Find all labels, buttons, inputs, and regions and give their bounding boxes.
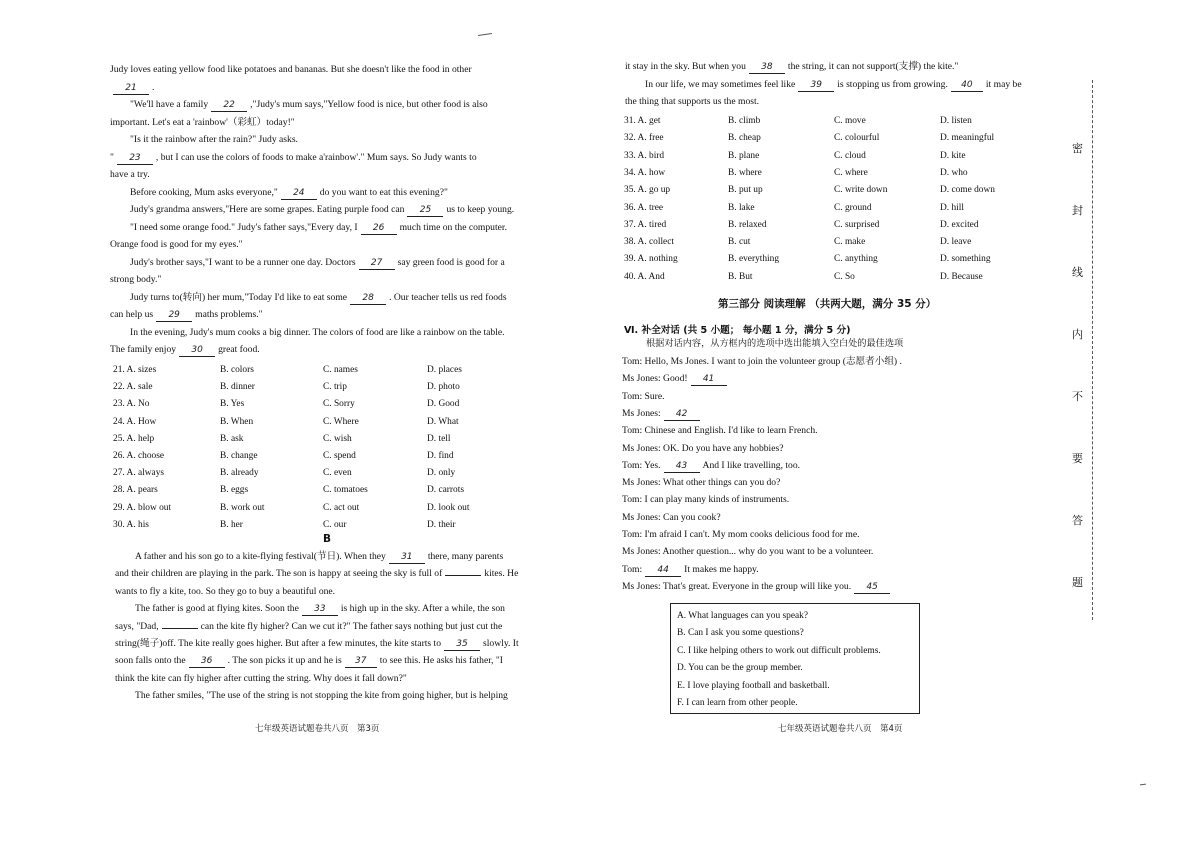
line-text: important. Let's eat a 'rainbow'（彩虹）today!" (110, 116, 295, 128)
line-text: slowly. It (483, 638, 519, 649)
seal-char: 内 (1072, 328, 1083, 341)
dialogue-line (622, 529, 860, 541)
section6-instructions: 根据对话内容，从方框内的选项中选出能填入空白处的最佳选项 (646, 338, 904, 349)
option-a: 23. A. No (113, 399, 150, 410)
line-text: can the kite fly higher? Can we cut it?" The father says nothing but just cut the (200, 620, 503, 632)
passage-a-line (110, 134, 298, 146)
option-a: 24. A. How (113, 416, 157, 427)
line-text: do you want to eat this evening?" (319, 186, 448, 198)
option-a: D. tell (427, 433, 451, 444)
option-a: C. our (323, 519, 347, 530)
section6-title: Ⅵ. 补全对话 (共 5 小题； 每小题 1 分，满分 5 分) (624, 325, 851, 336)
option-b: 32. A. free (624, 133, 664, 144)
option-a: B. work out (220, 502, 265, 513)
scan-mark (478, 33, 492, 36)
dialogue-line (622, 443, 783, 455)
line-text: it stay in the sky. But when you (625, 61, 746, 72)
option-a: B. eggs (220, 485, 249, 496)
line-text: to see this. He asks his father, "I (379, 655, 503, 667)
option-a: D. look out (427, 502, 470, 513)
answer-blank: 23 (117, 152, 153, 165)
passage-a-line (110, 82, 154, 95)
option-a: B. colors (220, 365, 254, 375)
choice-option: D. You can be the group member. (677, 663, 803, 674)
line-text: Judy's grandma answers,"Here are some grapes. Eating purple food can (130, 204, 405, 215)
passage-b-line (115, 673, 407, 685)
line-text: strong body." (110, 274, 162, 285)
passage-a-line (110, 239, 243, 251)
answer-blank (162, 628, 198, 629)
dialogue-line (622, 460, 800, 473)
line-text: " (110, 151, 114, 163)
option-b: 38. A. collect (624, 237, 674, 248)
option-a: C. Where (323, 416, 359, 427)
option-b: B. lake (728, 202, 755, 213)
answer-blank: 21 (113, 82, 149, 95)
option-b: D. hill (940, 202, 964, 213)
dialogue-line (622, 477, 780, 489)
seal-char: 要 (1072, 452, 1083, 465)
dialogue-line (622, 356, 902, 368)
option-b: D. something (940, 254, 991, 265)
line-text: soon falls onto the (115, 655, 186, 667)
line-text: Tom: Hello, Ms Jones. I want to join the volunteer group (志愿者小组) . (622, 356, 902, 367)
passage-b-line (115, 586, 335, 598)
seal-line (1092, 80, 1095, 620)
option-a: C. names (323, 365, 358, 375)
line-text: Tom: I can play many kinds of instruments. (622, 494, 790, 506)
option-a: C. wish (323, 433, 352, 444)
seal-char: 密 (1072, 142, 1083, 155)
line-text: think the kite can fly higher after cutting the string. Why does it fall down?" (115, 672, 407, 684)
line-text: Ms Jones: OK. Do you have any hobbies? (622, 442, 784, 454)
line-text: It makes me happy. (684, 563, 759, 575)
passage-b-line (115, 621, 502, 633)
line-text: Ms Jones: Good! (622, 373, 688, 385)
option-a: 27. A. always (113, 468, 165, 479)
option-b: B. cheap (728, 133, 761, 144)
option-b: B. But (728, 271, 753, 282)
line-text: A father and his son go to a kite-flying festival(节日). When they (135, 551, 386, 562)
option-a: B. ask (220, 433, 244, 444)
option-a: D. photo (427, 382, 460, 393)
passage-a-line (110, 344, 260, 357)
answer-blank: 40 (951, 79, 983, 92)
option-a: C. act out (323, 502, 360, 513)
option-a: D. carrots (427, 485, 464, 496)
answer-blank: 29 (156, 309, 192, 322)
passage-a-line (110, 117, 295, 129)
answer-blank: 44 (645, 564, 681, 577)
passage-a-line (110, 327, 505, 339)
seal-char: 封 (1072, 204, 1083, 217)
line-text: Tom: Sure. (622, 390, 665, 402)
passage-a-line (110, 257, 505, 270)
passage-a-line (110, 169, 150, 181)
passage-a-line (110, 187, 448, 200)
dialogue-line (622, 512, 721, 524)
seal-char: 不 (1072, 390, 1083, 403)
line-text: "I need some orange food." Judy's father says,"Every day, I (130, 221, 358, 233)
option-b: 40. A. And (624, 271, 665, 282)
passage-a-line (110, 152, 477, 165)
line-text: In our life, we may sometimes feel like (645, 78, 796, 90)
option-b: 39. A. nothing (624, 254, 678, 265)
line-text: it may be (985, 78, 1022, 90)
answer-blank: 31 (389, 551, 425, 564)
option-b: C. where (834, 167, 868, 178)
line-text: Judy turns to(转向) her mum,"Today I'd like to eat some (130, 291, 348, 303)
line-text: the string, it can not support(支撑) the kite." (787, 61, 959, 72)
passage-b-line (115, 655, 503, 668)
answer-blank: 30 (179, 344, 215, 357)
option-b: C. cloud (834, 150, 866, 161)
line-text: maths problems." (195, 309, 263, 320)
line-text: Judy loves eating yellow food like potatoes and bananas. But she doesn't like the food in other (110, 64, 472, 75)
option-a: 22. A. sale (113, 382, 153, 393)
seal-char: 题 (1072, 576, 1083, 589)
option-a: B. change (220, 451, 258, 461)
option-a: C. spend (323, 451, 356, 461)
line-text: Ms Jones: Another question... why do you want to be a volunteer. (622, 546, 874, 558)
dialogue-line (622, 546, 873, 558)
line-text: Ms Jones: That's great. Everyone in the group will like you. (622, 580, 852, 592)
line-text: And I like travelling, too. (702, 459, 801, 471)
option-b: B. plane (728, 150, 760, 161)
passage-b-cont-line (625, 96, 759, 108)
line-text: The father smiles, "The use of the string is not stopping the kite from going higher, but is helping (135, 690, 508, 702)
option-b: 37. A. tired (624, 219, 667, 230)
line-text: great food. (218, 344, 260, 355)
option-b: C. make (834, 237, 866, 248)
dialogue-line (622, 494, 789, 506)
option-b: 36. A. tree (624, 202, 664, 213)
dialogue-line (622, 581, 893, 594)
answer-blank: 22 (211, 99, 247, 112)
answer-blank: 26 (361, 222, 397, 235)
line-text: is stopping us from growing. (837, 78, 948, 90)
option-b: C. anything (834, 254, 878, 265)
option-a: D. Good (427, 399, 460, 410)
option-a: C. even (323, 468, 352, 479)
option-a: D. places (427, 365, 462, 375)
line-text: can help us (110, 309, 154, 320)
section-b-label: B (323, 533, 332, 545)
option-b: B. put up (728, 185, 763, 196)
dialogue-line (622, 373, 730, 386)
option-a: 29. A. blow out (113, 502, 172, 513)
choice-option: B. Can I ask you some questions? (677, 628, 804, 639)
option-b: D. excited (940, 219, 979, 230)
option-b: D. meaningful (940, 133, 995, 144)
option-a: 30. A. his (113, 519, 149, 530)
passage-a-line (110, 99, 488, 112)
answer-blank: 24 (281, 187, 317, 200)
line-text: . (152, 81, 155, 93)
option-a: D. find (427, 451, 454, 461)
option-b: C. So (834, 271, 855, 282)
option-b: D. who (940, 167, 968, 178)
line-text: . The son picks it up and he is (227, 655, 342, 667)
part3-title: 第三部分 阅读理解 （共两大题，满分 35 分） (718, 298, 937, 310)
line-text: and their children are playing in the park. The son is happy at seeing the sky is full of (115, 568, 443, 580)
scan-mark (1140, 784, 1146, 786)
option-b: B. relaxed (728, 219, 767, 230)
passage-a-line (110, 64, 472, 76)
option-b: B. everything (728, 254, 780, 265)
option-a: B. When (220, 416, 254, 427)
line-text: , but I can use the colors of foods to make a'rainbow'." Mum says. So Judy wants to (155, 151, 477, 163)
option-a: B. dinner (220, 382, 255, 393)
option-a: B. already (220, 468, 259, 479)
option-b: C. surprised (834, 219, 880, 230)
option-a: C. Sorry (323, 399, 355, 410)
dialogue-line (622, 564, 759, 577)
answer-blank: 38 (749, 61, 785, 74)
option-b: 34. A. how (624, 167, 666, 178)
option-b: C. write down (834, 185, 888, 196)
passage-a-line (110, 292, 507, 305)
option-a: C. tomatoes (323, 485, 368, 496)
dialogue-line (622, 391, 665, 403)
passage-b-line (115, 638, 519, 651)
passage-b-line (115, 690, 508, 702)
answer-blank: 37 (345, 655, 377, 668)
option-a: 26. A. choose (113, 451, 165, 461)
choice-option: F. I can learn from other people. (677, 698, 798, 708)
seal-char: 答 (1072, 514, 1083, 527)
answer-blank (445, 575, 481, 576)
option-a: 25. A. help (113, 433, 155, 444)
line-text: Ms Jones: What other things can you do? (622, 477, 781, 489)
choice-option: C. I like helping others to work out difficult problems. (677, 645, 881, 656)
line-text: have a try. (110, 169, 150, 180)
option-b: 35. A. go up (624, 185, 671, 196)
line-text: Tom: Yes. (622, 459, 661, 471)
choice-option: A. What languages can you speak? (677, 611, 809, 621)
line-text: Tom: I'm afraid I can't. My mom cooks delicious food for me. (622, 529, 860, 540)
answer-blank: 45 (854, 581, 890, 594)
answer-blank: 35 (444, 638, 480, 651)
line-text: "Is it the rainbow after the rain?" Judy asks. (130, 134, 298, 145)
option-a: 21. A. sizes (113, 365, 157, 375)
option-b: 31. A. get (624, 116, 661, 126)
line-text: Ms Jones: (622, 407, 661, 419)
option-a: D. their (427, 519, 456, 530)
answer-blank: 43 (664, 460, 700, 473)
answer-blank: 36 (189, 655, 225, 668)
option-b: D. listen (940, 116, 972, 126)
option-a: D. What (427, 416, 459, 427)
answer-blank: 41 (691, 373, 727, 386)
line-text: much time on the computer. (399, 221, 507, 233)
line-text: The father is good at flying kites. Soon the (135, 603, 299, 615)
option-b: D. come down (940, 185, 995, 196)
passage-a-line (110, 204, 514, 217)
answer-blank: 25 (407, 204, 443, 217)
line-text: say green food is good for a (397, 256, 505, 268)
answer-blank: 39 (798, 79, 834, 92)
line-text: wants to fly a kite, too. So they go to buy a beautiful one. (115, 585, 336, 597)
dialogue-line (622, 408, 703, 421)
line-text: kites. He (484, 568, 519, 580)
line-text: there, many parents (427, 551, 504, 562)
line-text: string(绳子)off. The kite really goes higher. But after a few minutes, the kite starts to (115, 638, 442, 649)
option-a: 28. A. pears (113, 485, 158, 496)
option-b: C. colourful (834, 133, 880, 144)
passage-b-line (115, 568, 518, 580)
dialogue-line (622, 425, 818, 437)
line-text: is high up in the sky. After a while, the son (340, 603, 505, 615)
left-footer: 七年级英语试题卷共八页 第3页 (255, 724, 380, 734)
line-text: Judy's brother says,"I want to be a runner one day. Doctors (130, 256, 356, 268)
choice-option: E. I love playing football and basketball. (677, 680, 830, 691)
option-b: D. kite (940, 150, 966, 161)
passage-a-line (110, 222, 507, 235)
passage-a-line (110, 274, 161, 286)
option-b: D. Because (940, 271, 983, 282)
answer-blank: 42 (664, 408, 700, 421)
right-footer: 七年级英语试题卷共八页 第4页 (778, 724, 903, 734)
line-text: says, "Dad, (115, 620, 159, 632)
option-b: B. climb (728, 116, 761, 126)
line-text: Orange food is good for my eyes." (110, 239, 243, 250)
option-b: C. move (834, 116, 866, 126)
line-text: Before cooking, Mum asks everyone," (130, 186, 278, 198)
line-text: The family enjoy (110, 344, 177, 355)
line-text: In the evening, Judy's mum cooks a big dinner. The colors of food are like a rainbow on the table. (130, 326, 505, 338)
option-b: 33. A. bird (624, 150, 665, 161)
line-text: Ms Jones: Can you cook? (622, 511, 721, 523)
passage-b-cont-line (625, 79, 1022, 92)
option-b: D. leave (940, 237, 972, 248)
option-b: C. ground (834, 202, 872, 213)
answer-blank: 27 (359, 257, 395, 270)
line-text: Tom: (622, 563, 643, 575)
option-a: B. Yes (220, 399, 245, 410)
option-b: B. where (728, 167, 762, 178)
seal-char: 线 (1072, 266, 1083, 279)
option-b: B. cut (728, 237, 751, 248)
line-text: ,"Judy's mum says,"Yellow food is nice, but other food is also (250, 99, 488, 110)
passage-b-cont-line (625, 61, 958, 74)
option-a: C. trip (323, 382, 347, 393)
answer-blank: 33 (302, 603, 338, 616)
passage-b-line (115, 551, 503, 564)
line-text: "We'll have a family (130, 99, 209, 110)
line-text: Tom: Chinese and English. I'd like to learn French. (622, 425, 818, 437)
passage-a-line (110, 309, 263, 322)
line-text: the thing that supports us the most. (625, 96, 760, 107)
line-text: . Our teacher tells us red foods (389, 291, 507, 303)
passage-b-line (115, 603, 505, 616)
answer-blank: 28 (350, 292, 386, 305)
option-a: B. her (220, 519, 243, 530)
option-a: D. only (427, 468, 456, 479)
line-text: us to keep young. (446, 204, 515, 215)
